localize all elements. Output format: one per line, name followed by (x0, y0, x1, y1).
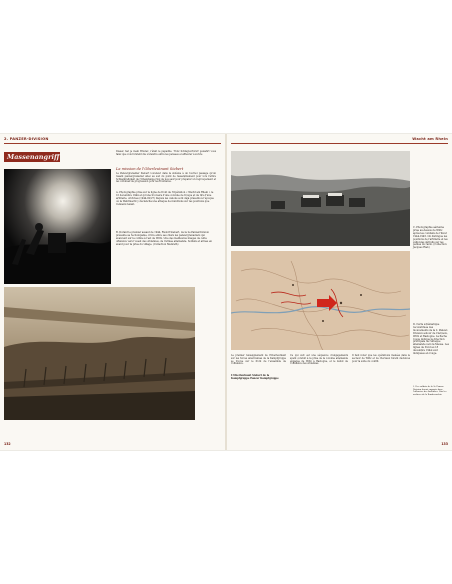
caption-c: C. Photographie aérienne prise au-dessus de Wiltz après les combats de l'hiver 1944-1945. On distingue les positions de l'artillerie et les véhicules détruits sur les pentes du ravin. (Collection Jacques Rieb) (413, 226, 448, 250)
right-col-2: Ce qui suit est une séquence d'engagements ayant conduit à la prise de la colonne allemande engagée de Wiltz à Bastogne, et le début de l'offensive des Ardennes. (290, 354, 348, 366)
left-page (0, 134, 225, 450)
left-folio: 132 (4, 442, 11, 446)
caption-a: A. Photographie prise sur le ligne de front de l'Opération « Wacht am Rhein » le 16 décembre 1944 et qu'une trouvera d'une colonne de troupe et de tirs d'une artillerie. Archives (1944.02/27) Depuis les canons sont déjà présents à l'époque où la Wehrmacht y déclencha une attaque de munitions sur les positions que l'ennemi tenait. (116, 191, 214, 206)
caption-b: B. Durant le premier assaut de 1944, Rudolf Siebert, de la 2e Panzerdivision présente sa 3e Kompanie, il tire entre ses chars les panzergrenadiers qui avancent sur la colline à l'est de Wiltz. Une des meilleures images de cette offensive vers l'ouest des Ardennes, de l'armée allemande. Soldats et armes en avant pour la prise du village. (Collection Menrath) (116, 231, 212, 246)
ghost-title: Massenangriff (7, 153, 60, 161)
book-spread (0, 134, 452, 450)
caption-d: D. Carte schématique reconstituée des mouvements de la 2. Panzer-Division autour de Clervaux, Wiltz et Bastogne. La flèche rouge indique la direction principale de l'attaque allemande vers la Meuse. Les lignes de front au 18 décembre 1944 sont indiquées en rouge. (413, 323, 449, 356)
right-folio: 133 (441, 442, 448, 446)
right-running-head: Wacht am Rhein (412, 137, 448, 141)
right-col-1: Le premier renseignement de l'Oberleutnant sur les forces américaines de la Kampfgruppe se trouve sur le front de l'ensemble de l'offensive. (231, 354, 286, 366)
left-header-rule (4, 143, 221, 144)
right-col-1-head: L'Oberleutnant Siebert de la Kampfgruppe Panzer Kampfgruppe (231, 374, 279, 380)
section-title: La mission de l'Oberleutnant Siebert (116, 167, 184, 171)
left-running-head: 2. PANZER-DIVISION (4, 137, 49, 141)
photo-night-artillery (4, 169, 111, 284)
section-text: Le Panzergrenadier Siebert Lorenzer dans la sixième à un tournoi passage qu'un rasant panzergrenadier allez au sud du point de rassemblement pour lors l'arbre Schlagkrafigkeit de l'Obenzlange ring de nos sauf pour préparer un regroupement et les colonnes de progression pour les frontières. (116, 172, 216, 184)
footnote: 1. Des soldats de la 2e Panzer-Division furent engagés dans l'offensive des Ardennes. Voir les archives de la Bundesarchiv. (413, 386, 447, 396)
aerial-view-image (231, 151, 410, 246)
section-title-band (4, 152, 60, 162)
photo-panzergrenadiers (4, 287, 195, 420)
panzergrenadiers-image (4, 287, 195, 420)
right-page (227, 134, 452, 450)
intro-text: Dieser, hat je mein Bruder, c'était le papadile. Trotz Schlagvorfurst! gewahrt vous faisz que vois fursteht die s'étendre entre les pensees el effleurer à suivre (116, 150, 216, 156)
map-panel (231, 251, 410, 350)
night-artillery-image (4, 169, 111, 284)
operations-map (231, 251, 410, 350)
right-header-rule (231, 143, 448, 144)
right-col-3: Il faut noter que les opérations menées dans le secteur de Wiltz et de Clervaux furent décisives pour la suite du conflit. (352, 354, 410, 363)
photo-aerial-view (231, 151, 410, 246)
